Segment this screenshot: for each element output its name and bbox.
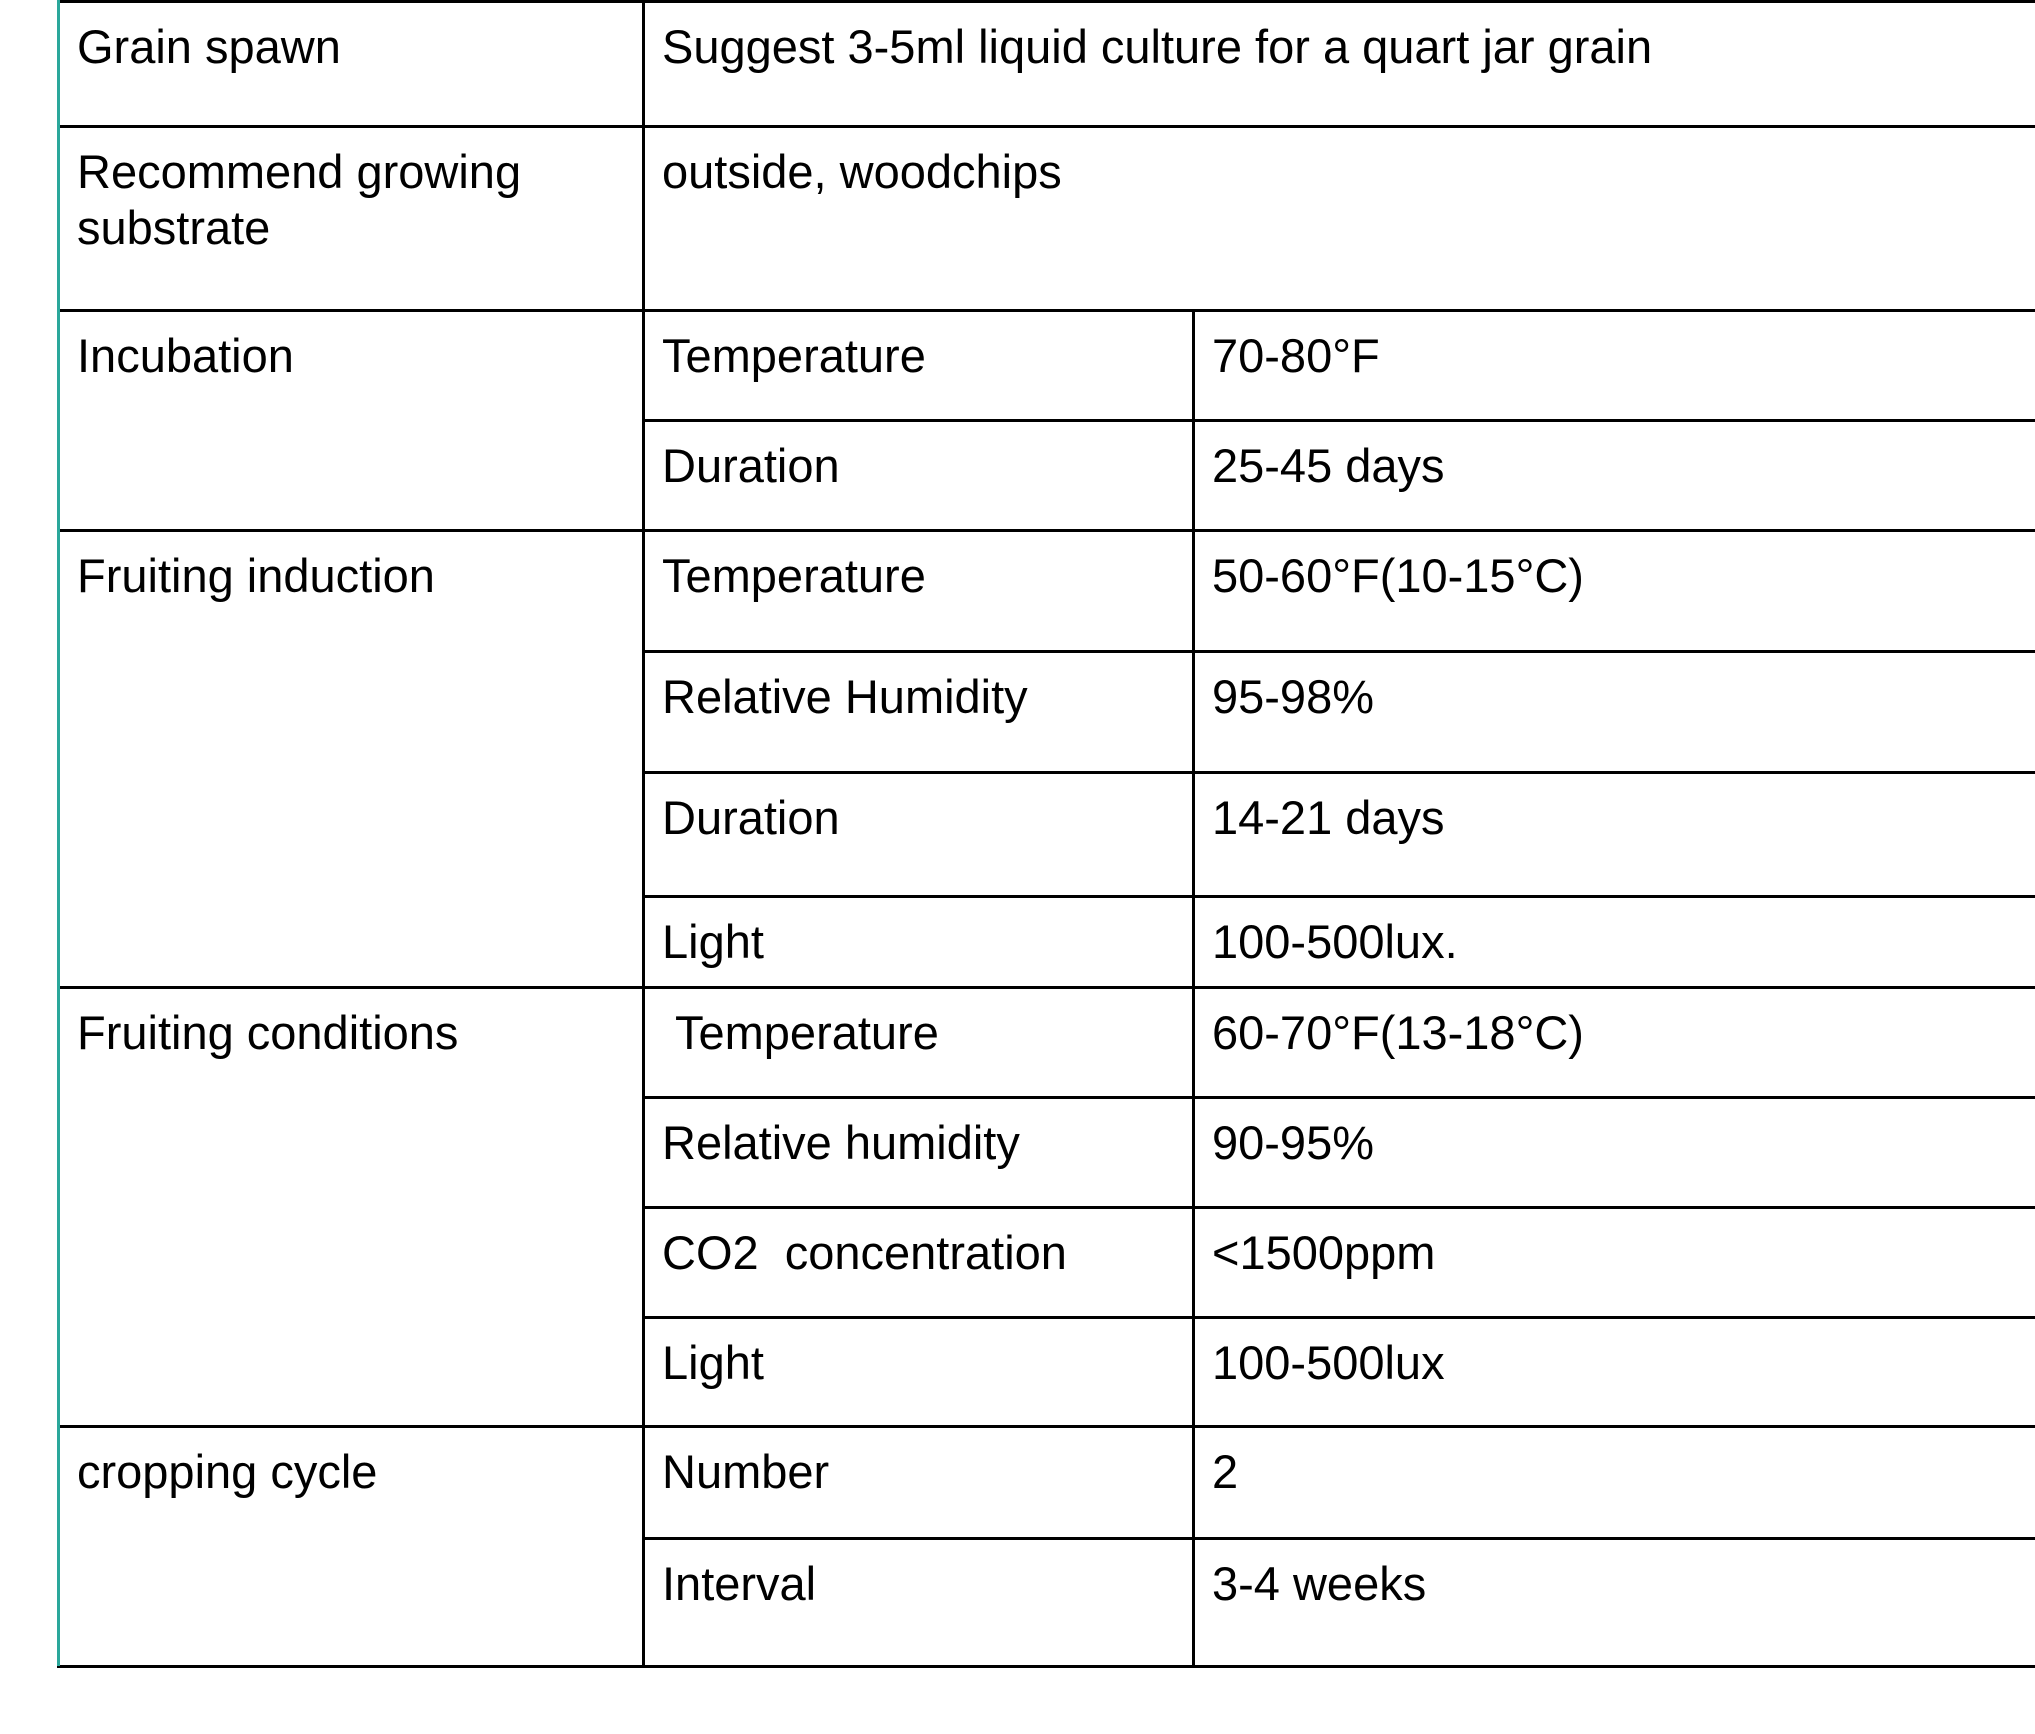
cell-fruiting-induction-label: Fruiting induction bbox=[59, 531, 644, 988]
cell-cropping-value: 2 bbox=[1194, 1427, 2035, 1539]
cell-conditions-param: Light bbox=[644, 1318, 1194, 1427]
cell-conditions-value: 100-500lux bbox=[1194, 1318, 2035, 1427]
cell-conditions-param: Relative humidity bbox=[644, 1098, 1194, 1208]
row-incubation-temperature bbox=[59, 311, 2035, 421]
cell-conditions-value: <1500ppm bbox=[1194, 1208, 2035, 1318]
row-grain-spawn bbox=[59, 2, 2035, 127]
row-cropping-number bbox=[59, 1427, 2035, 1539]
cell-incubation-value: 70-80°F bbox=[1194, 311, 2035, 421]
cell-cropping-param: Interval bbox=[644, 1539, 1194, 1667]
cell-induction-value: 95-98% bbox=[1194, 652, 2035, 773]
left-accent-rule bbox=[57, 0, 60, 1666]
cell-conditions-param: CO2 concentration bbox=[644, 1208, 1194, 1318]
cell-conditions-value: 60-70°F(13-18°C) bbox=[1194, 988, 2035, 1098]
row-induction-temperature bbox=[59, 531, 2035, 652]
row-conditions-temperature bbox=[59, 988, 2035, 1098]
cell-fruiting-conditions-label: Fruiting conditions bbox=[59, 988, 644, 1427]
cell-induction-param: Light bbox=[644, 897, 1194, 988]
cell-substrate-value: outside, woodchips bbox=[644, 127, 2035, 311]
cell-induction-value: 50-60°F(10-15°C) bbox=[1194, 531, 2035, 652]
cell-induction-param: Temperature bbox=[644, 531, 1194, 652]
cell-induction-value: 14-21 days bbox=[1194, 773, 2035, 897]
cell-incubation-param: Duration bbox=[644, 421, 1194, 531]
cell-incubation-param: Temperature bbox=[644, 311, 1194, 421]
cell-induction-param: Duration bbox=[644, 773, 1194, 897]
cell-incubation-value: 25-45 days bbox=[1194, 421, 2035, 531]
cell-cropping-cycle-label: cropping cycle bbox=[59, 1427, 644, 1667]
cell-conditions-value: 90-95% bbox=[1194, 1098, 2035, 1208]
row-substrate bbox=[59, 127, 2035, 311]
cell-induction-param: Relative Humidity bbox=[644, 652, 1194, 773]
cell-cropping-param: Number bbox=[644, 1427, 1194, 1539]
cultivation-table bbox=[57, 0, 2035, 1668]
cell-substrate-label: Recommend growing substrate bbox=[59, 127, 644, 311]
cell-cropping-value: 3-4 weeks bbox=[1194, 1539, 2035, 1667]
cell-conditions-param: Temperature bbox=[644, 988, 1194, 1098]
cell-incubation-label: Incubation bbox=[59, 311, 644, 531]
cell-grain-spawn-value: Suggest 3-5ml liquid culture for a quart jar grain bbox=[644, 2, 2035, 127]
cell-induction-value: 100-500lux. bbox=[1194, 897, 2035, 988]
cell-grain-spawn-label: Grain spawn bbox=[59, 2, 644, 127]
